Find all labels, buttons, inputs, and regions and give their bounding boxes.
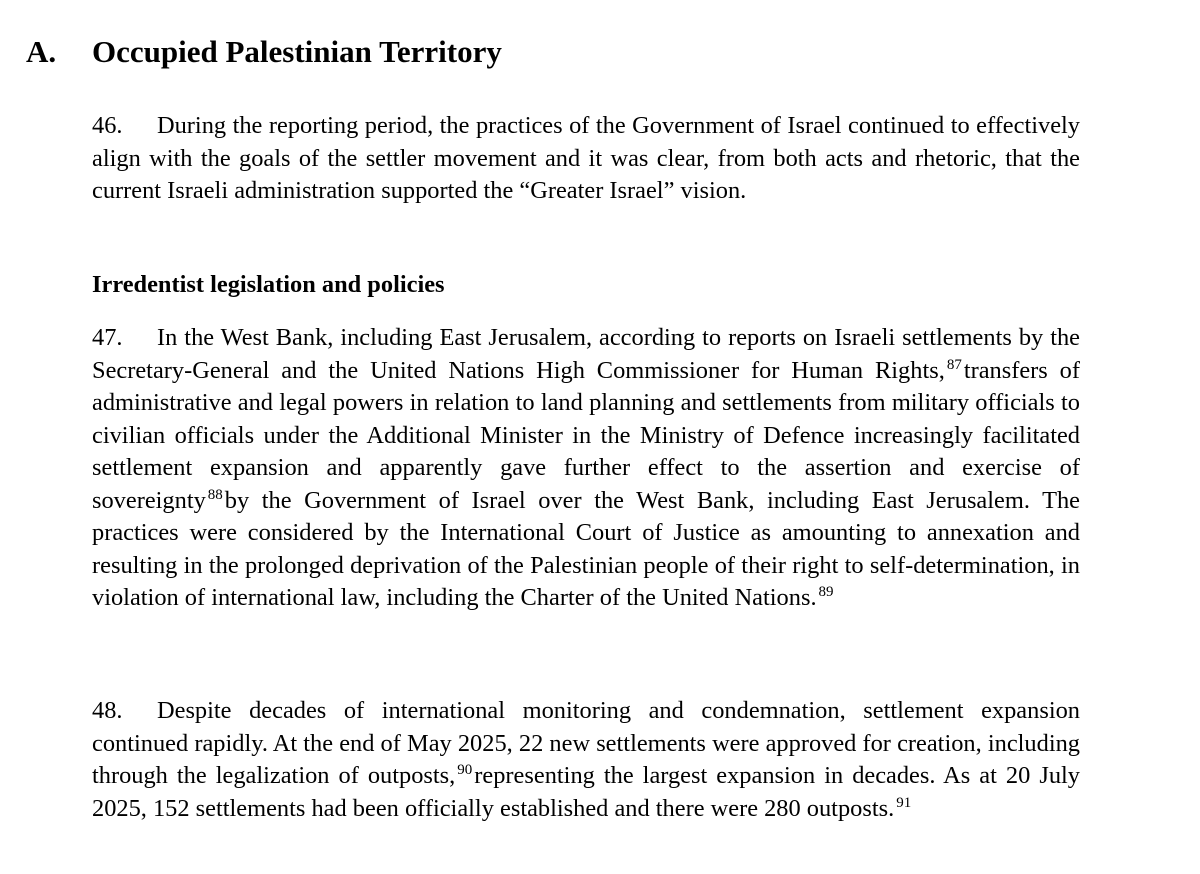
footnote-ref-88[interactable]: 88 bbox=[207, 486, 223, 503]
paragraph-48 bbox=[92, 695, 1080, 825]
paragraph-text: In the West Bank, including East Jerusalem, according to reports on Israeli settlements by the Secretary-General and the United Nations High Commissioner for Human Rights, bbox=[92, 324, 1080, 384]
paragraph-46 bbox=[92, 110, 1080, 208]
footnote-ref-90[interactable]: 90 bbox=[457, 762, 473, 778]
section-heading bbox=[26, 34, 502, 70]
paragraph-text: by the Government of Israel over the West Bank, including East Jerusalem. The practices were considered by the International Court of Justice as amounting to annexation and resulting in the prolonged deprivation of the Palestinian people of their right to self-determination, in violation of international law, including the Charter of the United Nations. bbox=[92, 486, 1080, 611]
paragraph-47 bbox=[92, 322, 1080, 615]
paragraph-text: During the reporting period, the practices of the Government of Israel continued to effectively align with the goals of the settler movement and it was clear, from both acts and rhetoric, that the current Israeli administration supported the “Greater Israel” vision. bbox=[92, 112, 1080, 204]
paragraph-number: 47. bbox=[92, 324, 123, 351]
paragraph-number: 46. bbox=[92, 112, 123, 139]
section-title: Occupied Palestinian Territory bbox=[92, 34, 502, 69]
paragraph-text: representing the largest expansion in decades. As at 20 July 2025, 152 settlements had been officially established and there were 280 outposts. bbox=[92, 762, 1080, 822]
paragraph-number: 48. bbox=[92, 697, 123, 724]
footnote-ref-87[interactable]: 87 bbox=[946, 356, 962, 373]
paragraph-text: transfers of administrative and legal powers in relation to land planning and settlements from military officials to civilian officials under the Additional Minister in the Ministry of Defence increasingly facilitated settlement expansion and apparently gave further effect to the assertion and exercise of sovereignty bbox=[92, 356, 1080, 514]
section-number: A. bbox=[26, 34, 57, 69]
footnote-ref-91[interactable]: 91 bbox=[896, 794, 912, 811]
subsection-heading: Irredentist legislation and policies bbox=[92, 271, 445, 298]
footnote-ref-89[interactable]: 89 bbox=[818, 584, 834, 600]
paragraph-text: Despite decades of international monitoring and condemnation, settlement expansion continued rapidly. At the end of May 2025, 22 new settlements were approved for creation, including through the legalization of outposts, bbox=[92, 697, 1080, 789]
